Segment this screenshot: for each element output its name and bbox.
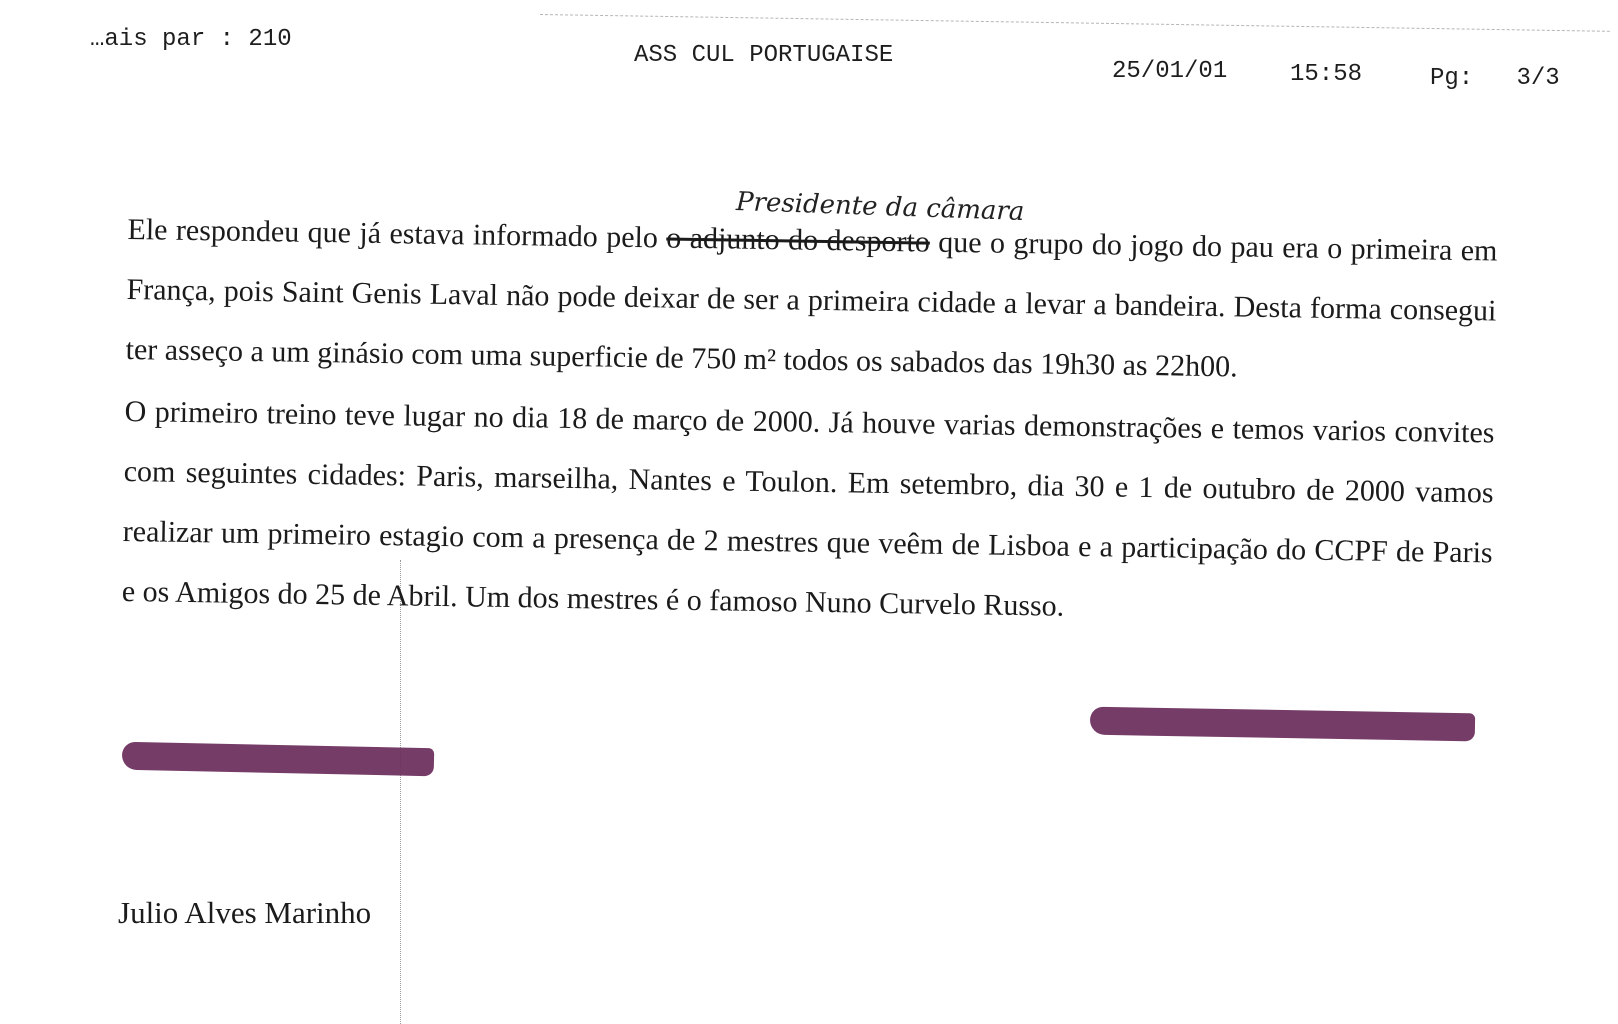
letter-body [121, 200, 1497, 643]
struck-text: o adjunto do desporto [666, 221, 931, 259]
paragraph-2: O primeiro treino teve lugar no dia 18 de março de 2000. Já houve varias demonstrações e temos varios convites com seguintes cidades: Paris, marseilha, Nantes e Toulon. Em setembro, dia 30 e 1 de outubro de 2000 vamos realizar um primeiro estagio com a presença de 2 mestres que veêm de Lisboa e a participação do CCPF de Paris e os Amigos do 25 de Abril. Um dos mestres é o famoso Nuno Curvelo Russo. [121, 394, 1495, 623]
fax-date: 25/01/01 [1112, 58, 1228, 85]
paragraph-1-end: que o grupo do jogo do pau era o primeira em França, pois Saint Genis Laval não pode deixar de ser a primeira cidade a levar a bandeira. Desta forma consegui ter asseço a um ginásio com uma superficie de 750 m² todos os sabados das 19h30 as 22h00. [125, 225, 1498, 384]
paragraph-1 [125, 200, 1498, 401]
highlighter-mark [122, 742, 435, 777]
fax-header [0, 0, 1618, 100]
fax-sender-count: …ais par : 210 [90, 26, 292, 53]
highlighter-mark [1090, 707, 1475, 742]
paragraph-1-start: Ele respondeu que já estava informado pelo [127, 212, 667, 255]
fax-page-label: Pg: [1430, 65, 1474, 92]
fold-line [400, 560, 401, 1024]
fax-time: 15:58 [1290, 61, 1363, 88]
fax-page-number: 3/3 [1516, 65, 1560, 92]
fax-organization: ASS CUL PORTUGAISE [634, 42, 894, 69]
handwritten-note: Presidente da câmara [735, 186, 1025, 228]
signature-name: Julio Alves Marinho [118, 895, 372, 930]
fax-page-indicator [1430, 65, 1560, 92]
